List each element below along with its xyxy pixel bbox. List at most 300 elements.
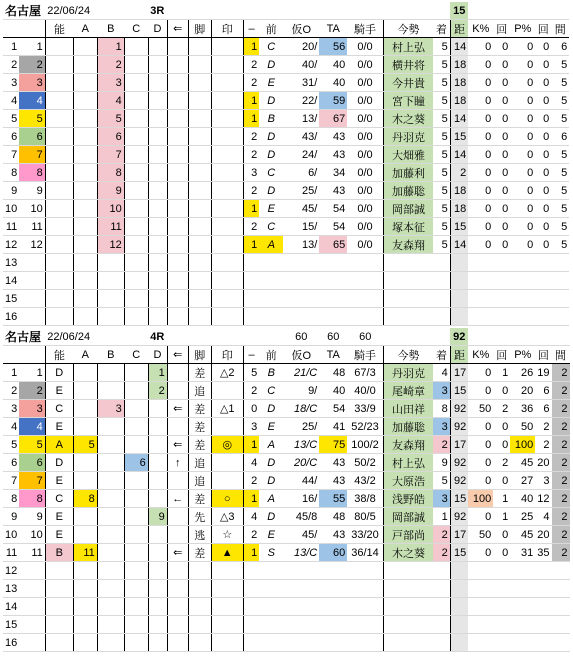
- cell-kari[interactable]: 13/: [283, 110, 319, 128]
- cell-d[interactable]: [148, 110, 167, 128]
- cell-no[interactable]: 1: [3, 364, 19, 382]
- cell-shirushi[interactable]: [211, 182, 243, 200]
- cell-nou[interactable]: D: [45, 454, 73, 472]
- cell-ta[interactable]: 43: [319, 526, 347, 544]
- cell-mae[interactable]: C: [259, 218, 283, 236]
- cell-dash[interactable]: 2: [243, 218, 259, 236]
- cell-kyori[interactable]: 18: [450, 200, 468, 218]
- cell-d[interactable]: [148, 436, 167, 454]
- cell-chaku[interactable]: 5: [433, 110, 450, 128]
- cell-chaku[interactable]: 5: [433, 38, 450, 56]
- cell-a[interactable]: [73, 508, 97, 526]
- cell-kishu[interactable]: [347, 580, 383, 598]
- cell-kyori[interactable]: 92: [450, 400, 468, 418]
- cell-a[interactable]: [73, 254, 97, 272]
- cell-kan[interactable]: 5: [551, 56, 569, 74]
- cell-arrow[interactable]: [167, 146, 188, 164]
- cell-kan[interactable]: 5: [551, 74, 569, 92]
- cell-kishu[interactable]: 50/2: [347, 454, 383, 472]
- cell-kpct[interactable]: 0: [468, 454, 493, 472]
- cell-kari[interactable]: 13/C: [283, 544, 319, 562]
- cell-chaku[interactable]: 5: [433, 128, 450, 146]
- cell-kpct[interactable]: 0: [468, 146, 493, 164]
- cell-b[interactable]: [97, 634, 124, 652]
- cell-konsei[interactable]: 岡部誠: [383, 508, 433, 526]
- cell-shirushi[interactable]: [211, 616, 243, 634]
- cell-arrow[interactable]: [167, 562, 188, 580]
- cell-gate[interactable]: 5: [19, 436, 45, 454]
- cell-kyaku[interactable]: [188, 236, 211, 254]
- cell-ppct[interactable]: [510, 616, 535, 634]
- cell-kai2[interactable]: 0: [535, 164, 551, 182]
- cell-arrow[interactable]: [167, 598, 188, 616]
- cell-kishu[interactable]: [347, 616, 383, 634]
- cell-shirushi[interactable]: ○: [211, 490, 243, 508]
- cell-konsei[interactable]: [383, 308, 433, 326]
- cell-chaku[interactable]: 1: [433, 508, 450, 526]
- cell-kpct[interactable]: 0: [468, 364, 493, 382]
- cell-kpct[interactable]: [468, 580, 493, 598]
- cell-ta[interactable]: 43: [319, 472, 347, 490]
- cell-kyori[interactable]: 14: [450, 236, 468, 254]
- cell-mae[interactable]: [259, 634, 283, 652]
- cell-kari[interactable]: 45/: [283, 526, 319, 544]
- cell-kai[interactable]: [493, 562, 510, 580]
- cell-gate[interactable]: 1: [19, 364, 45, 382]
- cell-dash[interactable]: 2: [243, 182, 259, 200]
- cell-kan[interactable]: [552, 580, 570, 598]
- cell-c[interactable]: [124, 382, 148, 400]
- cell-ta[interactable]: 34: [319, 164, 347, 182]
- cell-kari[interactable]: 20/C: [283, 454, 319, 472]
- cell-a[interactable]: [73, 182, 97, 200]
- cell-a[interactable]: [73, 236, 97, 254]
- cell-mae[interactable]: [259, 562, 283, 580]
- cell-kai[interactable]: [493, 580, 510, 598]
- cell-b[interactable]: [97, 436, 124, 454]
- cell-chaku[interactable]: 5: [433, 200, 450, 218]
- cell-gate[interactable]: 9: [19, 508, 45, 526]
- cell-ta[interactable]: 40: [319, 382, 347, 400]
- cell-kpct[interactable]: 0: [468, 436, 493, 454]
- cell-chaku[interactable]: 5: [433, 218, 450, 236]
- cell-nou[interactable]: [45, 110, 73, 128]
- cell-chaku[interactable]: 9: [433, 454, 450, 472]
- cell-dash[interactable]: 1: [243, 490, 259, 508]
- cell-a[interactable]: [73, 634, 97, 652]
- cell-b[interactable]: 11: [97, 218, 124, 236]
- cell-konsei[interactable]: 友森翔: [383, 236, 433, 254]
- cell-a[interactable]: [73, 400, 97, 418]
- cell-ta[interactable]: 59: [319, 92, 347, 110]
- cell-nou[interactable]: B: [45, 544, 73, 562]
- cell-ppct[interactable]: 40: [510, 490, 535, 508]
- cell-c[interactable]: [124, 562, 148, 580]
- cell-kpct[interactable]: 0: [468, 418, 493, 436]
- cell-kai[interactable]: 0: [493, 472, 510, 490]
- cell-nou[interactable]: [45, 580, 73, 598]
- cell-kai[interactable]: 0: [493, 526, 510, 544]
- cell-chaku[interactable]: [433, 308, 450, 326]
- cell-d[interactable]: [148, 526, 167, 544]
- cell-kan[interactable]: 2: [552, 454, 570, 472]
- cell-kai2[interactable]: [535, 272, 551, 290]
- cell-arrow[interactable]: [167, 254, 188, 272]
- cell-chaku[interactable]: 5: [433, 56, 450, 74]
- cell-kishu[interactable]: 0/0: [347, 110, 383, 128]
- cell-konsei[interactable]: 岡部誠: [383, 200, 433, 218]
- cell-nou[interactable]: [45, 290, 73, 308]
- cell-kyori[interactable]: 92: [450, 508, 468, 526]
- cell-ppct[interactable]: 25: [510, 508, 535, 526]
- cell-ta[interactable]: 48: [319, 508, 347, 526]
- cell-kpct[interactable]: [468, 272, 493, 290]
- cell-dash[interactable]: 2: [243, 128, 259, 146]
- cell-chaku[interactable]: [433, 598, 450, 616]
- cell-kari[interactable]: 44/: [283, 472, 319, 490]
- cell-kan[interactable]: 2: [552, 364, 570, 382]
- cell-chaku[interactable]: 5: [433, 146, 450, 164]
- cell-kyori[interactable]: [450, 580, 468, 598]
- cell-ppct[interactable]: 0: [510, 182, 535, 200]
- cell-kyori[interactable]: 17: [450, 436, 468, 454]
- cell-kan[interactable]: [551, 308, 569, 326]
- cell-chaku[interactable]: 3: [433, 490, 450, 508]
- cell-c[interactable]: [124, 254, 148, 272]
- cell-nou[interactable]: [45, 146, 73, 164]
- cell-c[interactable]: [124, 526, 148, 544]
- cell-no[interactable]: 2: [3, 56, 19, 74]
- cell-dash[interactable]: 2: [243, 382, 259, 400]
- cell-nou[interactable]: E: [45, 382, 73, 400]
- cell-kari[interactable]: [283, 254, 319, 272]
- cell-mae[interactable]: [259, 308, 283, 326]
- cell-ppct[interactable]: 0: [510, 110, 535, 128]
- cell-kishu[interactable]: 0/0: [347, 236, 383, 254]
- cell-kpct[interactable]: 0: [468, 218, 493, 236]
- cell-d[interactable]: [148, 56, 167, 74]
- cell-ta[interactable]: 40: [319, 56, 347, 74]
- cell-d[interactable]: 9: [148, 508, 167, 526]
- cell-kishu[interactable]: 80/5: [347, 508, 383, 526]
- cell-arrow[interactable]: [167, 272, 188, 290]
- cell-kyaku[interactable]: [188, 290, 211, 308]
- cell-dash[interactable]: [243, 634, 259, 652]
- cell-kyaku[interactable]: [188, 38, 211, 56]
- cell-nou[interactable]: [45, 182, 73, 200]
- cell-kai2[interactable]: [535, 634, 551, 652]
- cell-kari[interactable]: [283, 616, 319, 634]
- cell-kai2[interactable]: 12: [535, 490, 551, 508]
- cell-shirushi[interactable]: [211, 562, 243, 580]
- cell-ppct[interactable]: [510, 580, 535, 598]
- cell-kyori[interactable]: 92: [450, 454, 468, 472]
- cell-arrow[interactable]: [167, 74, 188, 92]
- cell-kari[interactable]: [283, 598, 319, 616]
- cell-chaku[interactable]: 5: [433, 236, 450, 254]
- cell-kai2[interactable]: 0: [535, 218, 551, 236]
- cell-dash[interactable]: [243, 562, 259, 580]
- cell-arrow[interactable]: [167, 128, 188, 146]
- cell-dash[interactable]: 1: [243, 110, 259, 128]
- cell-chaku[interactable]: [433, 254, 450, 272]
- cell-b[interactable]: [97, 616, 124, 634]
- cell-gate[interactable]: 7: [19, 146, 45, 164]
- cell-ppct[interactable]: 0: [510, 164, 535, 182]
- cell-kan[interactable]: 2: [552, 472, 570, 490]
- cell-dash[interactable]: 2: [243, 526, 259, 544]
- cell-kai[interactable]: [493, 272, 510, 290]
- cell-dash[interactable]: 2: [243, 74, 259, 92]
- cell-nou[interactable]: [45, 598, 73, 616]
- cell-chaku[interactable]: [433, 634, 450, 652]
- cell-mae[interactable]: [259, 616, 283, 634]
- cell-kan[interactable]: [552, 562, 570, 580]
- cell-kai[interactable]: 0: [493, 418, 510, 436]
- cell-d[interactable]: [148, 128, 167, 146]
- cell-kishu[interactable]: 0/0: [347, 92, 383, 110]
- cell-kan[interactable]: [552, 634, 570, 652]
- cell-nou[interactable]: [45, 164, 73, 182]
- cell-kpct[interactable]: 0: [468, 92, 493, 110]
- cell-a[interactable]: [73, 598, 97, 616]
- cell-ppct[interactable]: 27: [510, 472, 535, 490]
- cell-no[interactable]: 12: [3, 236, 19, 254]
- cell-ppct[interactable]: [510, 308, 535, 326]
- cell-kan[interactable]: 2: [552, 490, 570, 508]
- cell-mae[interactable]: E: [259, 200, 283, 218]
- cell-a[interactable]: 5: [73, 436, 97, 454]
- cell-kishu[interactable]: 0/0: [347, 218, 383, 236]
- cell-konsei[interactable]: 塚本征: [383, 218, 433, 236]
- cell-mae[interactable]: D: [259, 472, 283, 490]
- cell-c[interactable]: [124, 290, 148, 308]
- cell-a[interactable]: [73, 110, 97, 128]
- cell-kai2[interactable]: 3: [535, 472, 551, 490]
- cell-no[interactable]: 3: [3, 74, 19, 92]
- cell-a[interactable]: [73, 418, 97, 436]
- cell-mae[interactable]: D: [259, 128, 283, 146]
- cell-kishu[interactable]: 67/3: [347, 364, 383, 382]
- cell-shirushi[interactable]: [211, 634, 243, 652]
- cell-shirushi[interactable]: [211, 128, 243, 146]
- cell-b[interactable]: [97, 472, 124, 490]
- cell-c[interactable]: [124, 436, 148, 454]
- cell-no[interactable]: 16: [3, 308, 19, 326]
- cell-kai2[interactable]: 2: [535, 436, 551, 454]
- cell-dash[interactable]: [243, 580, 259, 598]
- cell-kpct[interactable]: 0: [468, 236, 493, 254]
- cell-kari[interactable]: [283, 272, 319, 290]
- cell-kishu[interactable]: 0/0: [347, 128, 383, 146]
- cell-kai2[interactable]: 0: [535, 200, 551, 218]
- cell-mae[interactable]: [259, 580, 283, 598]
- cell-arrow[interactable]: [167, 508, 188, 526]
- cell-kai[interactable]: 0: [493, 200, 510, 218]
- cell-kpct[interactable]: 0: [468, 164, 493, 182]
- cell-kai2[interactable]: 4: [535, 508, 551, 526]
- cell-ppct[interactable]: 0: [510, 200, 535, 218]
- cell-kai[interactable]: 0: [493, 218, 510, 236]
- cell-ppct[interactable]: 0: [510, 38, 535, 56]
- cell-d[interactable]: [148, 200, 167, 218]
- cell-kan[interactable]: 6: [551, 38, 569, 56]
- cell-c[interactable]: [124, 308, 148, 326]
- cell-kishu[interactable]: 36/14: [347, 544, 383, 562]
- cell-kai2[interactable]: 0: [535, 56, 551, 74]
- cell-mae[interactable]: A: [259, 236, 283, 254]
- cell-gate[interactable]: [19, 616, 45, 634]
- cell-kishu[interactable]: 0/0: [347, 164, 383, 182]
- cell-d[interactable]: [148, 74, 167, 92]
- cell-kyori[interactable]: 15: [450, 544, 468, 562]
- cell-c[interactable]: [124, 92, 148, 110]
- cell-kai2[interactable]: 20: [535, 454, 551, 472]
- cell-a[interactable]: [73, 164, 97, 182]
- cell-mae[interactable]: [259, 272, 283, 290]
- cell-mae[interactable]: [259, 290, 283, 308]
- cell-nou[interactable]: [45, 562, 73, 580]
- cell-mae[interactable]: D: [259, 92, 283, 110]
- cell-shirushi[interactable]: ☆: [211, 526, 243, 544]
- cell-mae[interactable]: B: [259, 110, 283, 128]
- cell-c[interactable]: [124, 472, 148, 490]
- cell-kpct[interactable]: 0: [468, 38, 493, 56]
- cell-a[interactable]: [73, 308, 97, 326]
- cell-no[interactable]: 1: [3, 38, 19, 56]
- cell-gate[interactable]: 3: [19, 74, 45, 92]
- cell-kai[interactable]: 0: [493, 544, 510, 562]
- cell-mae[interactable]: A: [259, 490, 283, 508]
- cell-konsei[interactable]: 丹羽克: [383, 128, 433, 146]
- cell-no[interactable]: 6: [3, 454, 19, 472]
- cell-b[interactable]: [97, 382, 124, 400]
- cell-ppct[interactable]: 0: [510, 218, 535, 236]
- cell-kan[interactable]: [551, 290, 569, 308]
- cell-nou[interactable]: D: [45, 364, 73, 382]
- cell-shirushi[interactable]: [211, 580, 243, 598]
- cell-kai2[interactable]: [535, 580, 551, 598]
- cell-nou[interactable]: C: [45, 490, 73, 508]
- cell-shirushi[interactable]: △2: [211, 364, 243, 382]
- cell-kyaku[interactable]: [188, 598, 211, 616]
- cell-kari[interactable]: 24/: [283, 146, 319, 164]
- cell-kari[interactable]: 31/: [283, 74, 319, 92]
- cell-kan[interactable]: 5: [551, 236, 569, 254]
- cell-kai2[interactable]: 0: [535, 92, 551, 110]
- cell-shirushi[interactable]: [211, 598, 243, 616]
- cell-dash[interactable]: 1: [243, 236, 259, 254]
- cell-kyaku[interactable]: 差: [188, 400, 211, 418]
- cell-kai[interactable]: 0: [493, 128, 510, 146]
- cell-kai2[interactable]: 0: [535, 74, 551, 92]
- cell-dash[interactable]: 4: [243, 508, 259, 526]
- cell-no[interactable]: 4: [3, 92, 19, 110]
- cell-kai2[interactable]: 35: [535, 544, 551, 562]
- cell-kyori[interactable]: [450, 616, 468, 634]
- cell-gate[interactable]: 11: [19, 218, 45, 236]
- cell-kari[interactable]: 25/: [283, 182, 319, 200]
- cell-gate[interactable]: [19, 272, 45, 290]
- cell-dash[interactable]: [243, 290, 259, 308]
- cell-kpct[interactable]: 0: [468, 56, 493, 74]
- cell-kai2[interactable]: 0: [535, 38, 551, 56]
- cell-gate[interactable]: [19, 254, 45, 272]
- cell-mae[interactable]: C: [259, 38, 283, 56]
- cell-ta[interactable]: [319, 308, 347, 326]
- cell-kai[interactable]: [493, 616, 510, 634]
- cell-kan[interactable]: 5: [551, 164, 569, 182]
- cell-konsei[interactable]: [383, 254, 433, 272]
- cell-kyori[interactable]: 17: [450, 364, 468, 382]
- cell-konsei[interactable]: 今井貴: [383, 74, 433, 92]
- cell-chaku[interactable]: [433, 616, 450, 634]
- cell-gate[interactable]: 10: [19, 526, 45, 544]
- cell-b[interactable]: 3: [97, 400, 124, 418]
- cell-kyori[interactable]: 2: [450, 164, 468, 182]
- cell-a[interactable]: [73, 382, 97, 400]
- cell-ta[interactable]: 43: [319, 454, 347, 472]
- cell-arrow[interactable]: [167, 200, 188, 218]
- cell-shirushi[interactable]: [211, 308, 243, 326]
- cell-arrow[interactable]: [167, 616, 188, 634]
- cell-c[interactable]: [124, 146, 148, 164]
- cell-nou[interactable]: [45, 92, 73, 110]
- cell-arrow[interactable]: [167, 418, 188, 436]
- cell-kari[interactable]: [283, 290, 319, 308]
- cell-kyori[interactable]: [450, 634, 468, 652]
- cell-kyaku[interactable]: [188, 128, 211, 146]
- cell-a[interactable]: [73, 128, 97, 146]
- cell-d[interactable]: [148, 308, 167, 326]
- cell-a[interactable]: [73, 580, 97, 598]
- cell-arrow[interactable]: [167, 382, 188, 400]
- cell-ppct[interactable]: 0: [510, 56, 535, 74]
- cell-d[interactable]: [148, 272, 167, 290]
- cell-kan[interactable]: 5: [551, 182, 569, 200]
- cell-kai2[interactable]: 20: [535, 526, 551, 544]
- cell-dash[interactable]: 1: [243, 92, 259, 110]
- cell-b[interactable]: 1: [97, 38, 124, 56]
- cell-kyaku[interactable]: 差: [188, 364, 211, 382]
- cell-mae[interactable]: [259, 254, 283, 272]
- cell-b[interactable]: [97, 364, 124, 382]
- cell-kishu[interactable]: [347, 634, 383, 652]
- cell-kyori[interactable]: 18: [450, 182, 468, 200]
- cell-kan[interactable]: 5: [551, 200, 569, 218]
- cell-b[interactable]: [97, 490, 124, 508]
- cell-shirushi[interactable]: [211, 164, 243, 182]
- cell-chaku[interactable]: 3: [433, 418, 450, 436]
- cell-kyaku[interactable]: [188, 164, 211, 182]
- cell-gate[interactable]: [19, 308, 45, 326]
- cell-d[interactable]: [148, 218, 167, 236]
- cell-kishu[interactable]: [347, 562, 383, 580]
- cell-kpct[interactable]: 50: [468, 526, 493, 544]
- cell-d[interactable]: 2: [148, 382, 167, 400]
- cell-mae[interactable]: D: [259, 146, 283, 164]
- cell-kishu[interactable]: [347, 308, 383, 326]
- cell-ppct[interactable]: 0: [510, 74, 535, 92]
- cell-dash[interactable]: 2: [243, 472, 259, 490]
- cell-dash[interactable]: 1: [243, 436, 259, 454]
- cell-d[interactable]: [148, 164, 167, 182]
- cell-ppct[interactable]: 20: [510, 382, 535, 400]
- cell-arrow[interactable]: [167, 236, 188, 254]
- cell-arrow[interactable]: [167, 472, 188, 490]
- cell-kyaku[interactable]: 逃: [188, 526, 211, 544]
- cell-kai2[interactable]: [535, 562, 551, 580]
